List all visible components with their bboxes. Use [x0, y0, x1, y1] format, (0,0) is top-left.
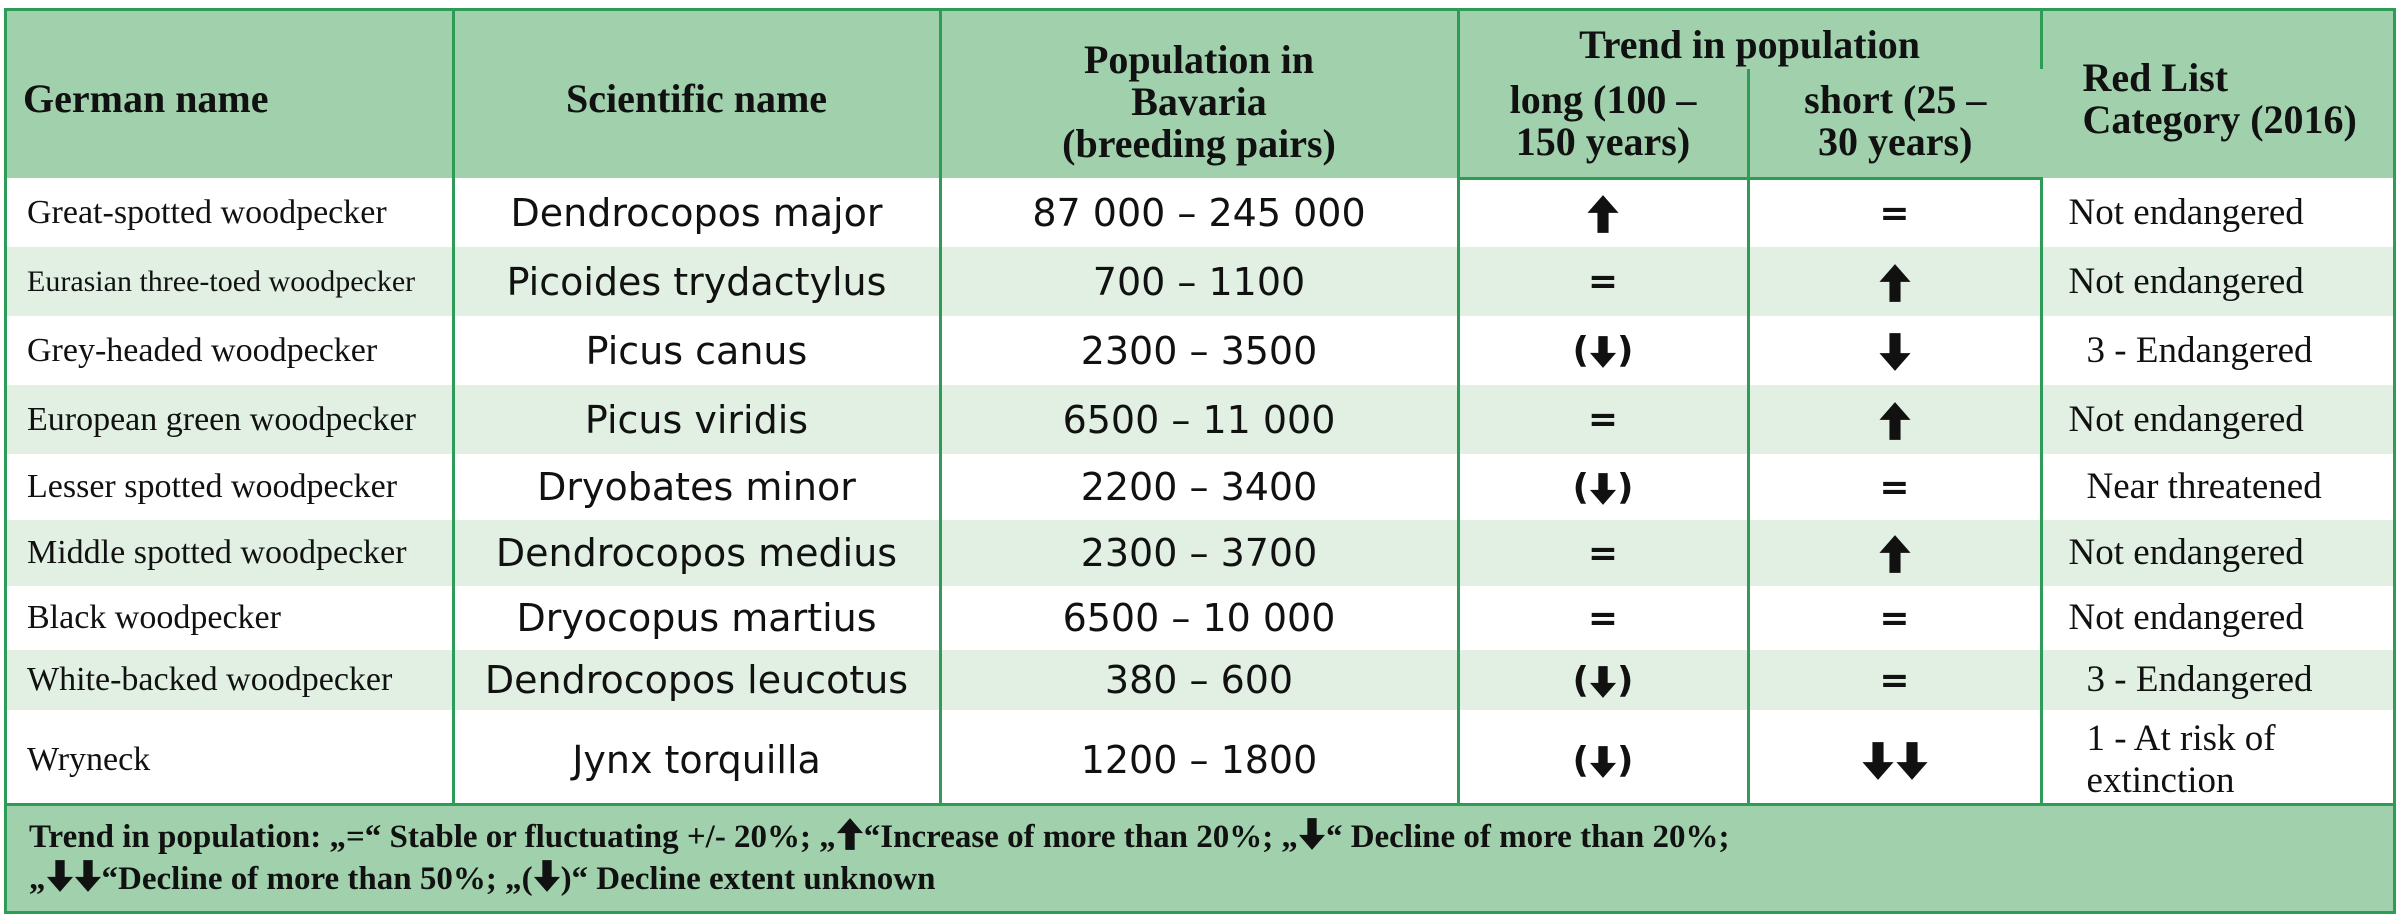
unknown-decline-sign: (: [1572, 466, 1589, 508]
trend-short-cell: [1748, 178, 2041, 247]
population-cell: 6500 – 10 000: [940, 586, 1458, 650]
table-row: [7, 454, 2393, 520]
trend-long-cell: [1458, 178, 1748, 247]
stable-sign: =: [1879, 659, 1910, 701]
table-row: [7, 316, 2393, 385]
german-name-cell: Lesser spotted woodpecker: [7, 454, 453, 520]
table-row: [7, 247, 2393, 316]
unknown-decline-sign: (: [1572, 659, 1589, 701]
table-row: [7, 650, 2393, 710]
arrow-up-icon: [1878, 401, 1912, 441]
arrow-up-icon: [836, 817, 864, 851]
legend-line-2: „ “Decline of more than 50%; „( )“ Decline extent unknown: [29, 861, 936, 897]
trend-short-cell: [1748, 247, 2041, 316]
trend-long-cell: [1458, 586, 1748, 650]
arrow-up-icon: [1878, 263, 1912, 303]
population-cell: 87 000 – 245 000: [940, 178, 1458, 247]
scientific-name-cell: Picus canus: [453, 316, 940, 385]
table-row: [7, 385, 2393, 454]
stable-sign: =: [1879, 192, 1910, 234]
arrow-down-icon: [1589, 745, 1617, 779]
trend-long-cell: ( ): [1458, 316, 1748, 385]
arrow-down-icon: [74, 859, 102, 893]
german-name-cell: Eurasian three-toed woodpecker: [7, 247, 453, 316]
header-population: Population in Bavaria (breeding pairs): [940, 11, 1458, 178]
arrow-down-icon: [46, 859, 74, 893]
table-row: [7, 710, 2393, 810]
arrow-down-icon: [1878, 332, 1912, 372]
trend-short-cell: [1748, 316, 2041, 385]
header-red-list: Red List Category (2016): [2041, 11, 2393, 178]
red-list-cell: Not endangered: [2041, 178, 2393, 247]
arrow-up-icon: [1878, 534, 1912, 574]
german-name-cell: Wryneck: [7, 710, 453, 810]
german-name-cell: Great-spotted woodpecker: [7, 178, 453, 247]
trend-short-cell: [1748, 710, 2041, 810]
red-list-cell: Not endangered: [2041, 385, 2393, 454]
population-cell: 2200 – 3400: [940, 454, 1458, 520]
population-cell: 1200 – 1800: [940, 710, 1458, 810]
woodpecker-table: [7, 11, 2393, 810]
scientific-name-cell: Picus viridis: [453, 385, 940, 454]
population-cell: 2300 – 3500: [940, 316, 1458, 385]
stable-sign: =: [1879, 597, 1910, 639]
scientific-name-cell: Dendrocopos medius: [453, 520, 940, 586]
german-name-cell: Grey-headed woodpecker: [7, 316, 453, 385]
table-frame: [4, 8, 2396, 914]
scientific-name-cell: Dryobates minor: [453, 454, 940, 520]
scientific-name-cell: Dendrocopos leucotus: [453, 650, 940, 710]
scientific-name-cell: Dryocopus martius: [453, 586, 940, 650]
stable-sign: =: [1587, 399, 1619, 440]
population-cell: 2300 – 3700: [940, 520, 1458, 586]
scientific-name-cell: Picoides trydactylus: [453, 247, 940, 316]
legend-line-1: Trend in population: „=“ Stable or fluctuating +/- 20%; „ “Increase of more than 20%; „ “ Decline of more than 20%;: [29, 819, 1730, 855]
trend-long-cell: ( ): [1458, 650, 1748, 710]
trend-short-cell: [1748, 586, 2041, 650]
arrow-down-icon: [1298, 817, 1326, 851]
trend-short-cell: [1748, 520, 2041, 586]
trend-long-cell: ( ): [1458, 710, 1748, 810]
table-row: [7, 178, 2393, 247]
unknown-decline-sign: (: [1572, 330, 1589, 371]
trend-long-cell: [1458, 247, 1748, 316]
german-name-cell: Middle spotted woodpecker: [7, 520, 453, 586]
population-cell: 6500 – 11 000: [940, 385, 1458, 454]
arrow-up-icon: [1586, 194, 1620, 234]
table-row: [7, 520, 2393, 586]
red-list-cell: 3 - Endangered: [2041, 316, 2393, 385]
arrow-down-icon: [1589, 472, 1617, 506]
scientific-name-cell: Jynx torquilla: [453, 710, 940, 810]
trend-legend: [7, 803, 2393, 911]
red-list-cell: Near threatened: [2041, 454, 2393, 520]
stable-sign: =: [1587, 597, 1619, 639]
trend-short-cell: [1748, 385, 2041, 454]
red-list-cell: 3 - Endangered: [2041, 650, 2393, 710]
header-trend-long: long (100 – 150 years): [1458, 69, 1748, 178]
german-name-cell: European green woodpecker: [7, 385, 453, 454]
red-list-cell: Not endangered: [2041, 247, 2393, 316]
red-list-cell: Not endangered: [2041, 520, 2393, 586]
trend-short-cell: [1748, 454, 2041, 520]
scientific-name-cell: Dendrocopos major: [453, 178, 940, 247]
trend-short-cell: [1748, 650, 2041, 710]
stable-sign: =: [1587, 532, 1619, 574]
arrow-down-icon: [1895, 741, 1929, 781]
trend-long-cell: ( ): [1458, 454, 1748, 520]
header-trend-short: short (25 – 30 years): [1748, 69, 2041, 178]
header-trend: Trend in population: [1458, 11, 2041, 69]
german-name-cell: White-backed woodpecker: [7, 650, 453, 710]
arrow-down-icon: [1589, 665, 1617, 699]
trend-long-cell: [1458, 520, 1748, 586]
table-row: [7, 586, 2393, 650]
german-name-cell: Black woodpecker: [7, 586, 453, 650]
red-list-cell: 1 - At risk of extinction: [2041, 710, 2393, 810]
table-body: [7, 178, 2393, 810]
header-german-name: German name: [7, 11, 453, 178]
stable-sign: =: [1587, 261, 1619, 302]
population-cell: 380 – 600: [940, 650, 1458, 710]
arrow-down-icon: [1589, 335, 1617, 369]
red-list-cell: Not endangered: [2041, 586, 2393, 650]
population-cell: 700 – 1100: [940, 247, 1458, 316]
arrow-down-icon: [1861, 741, 1895, 781]
trend-long-cell: [1458, 385, 1748, 454]
unknown-decline-sign: (: [1572, 739, 1589, 781]
header-scientific-name: Scientific name: [453, 11, 940, 178]
stable-sign: =: [1879, 466, 1910, 508]
arrow-down-icon: [533, 859, 561, 893]
